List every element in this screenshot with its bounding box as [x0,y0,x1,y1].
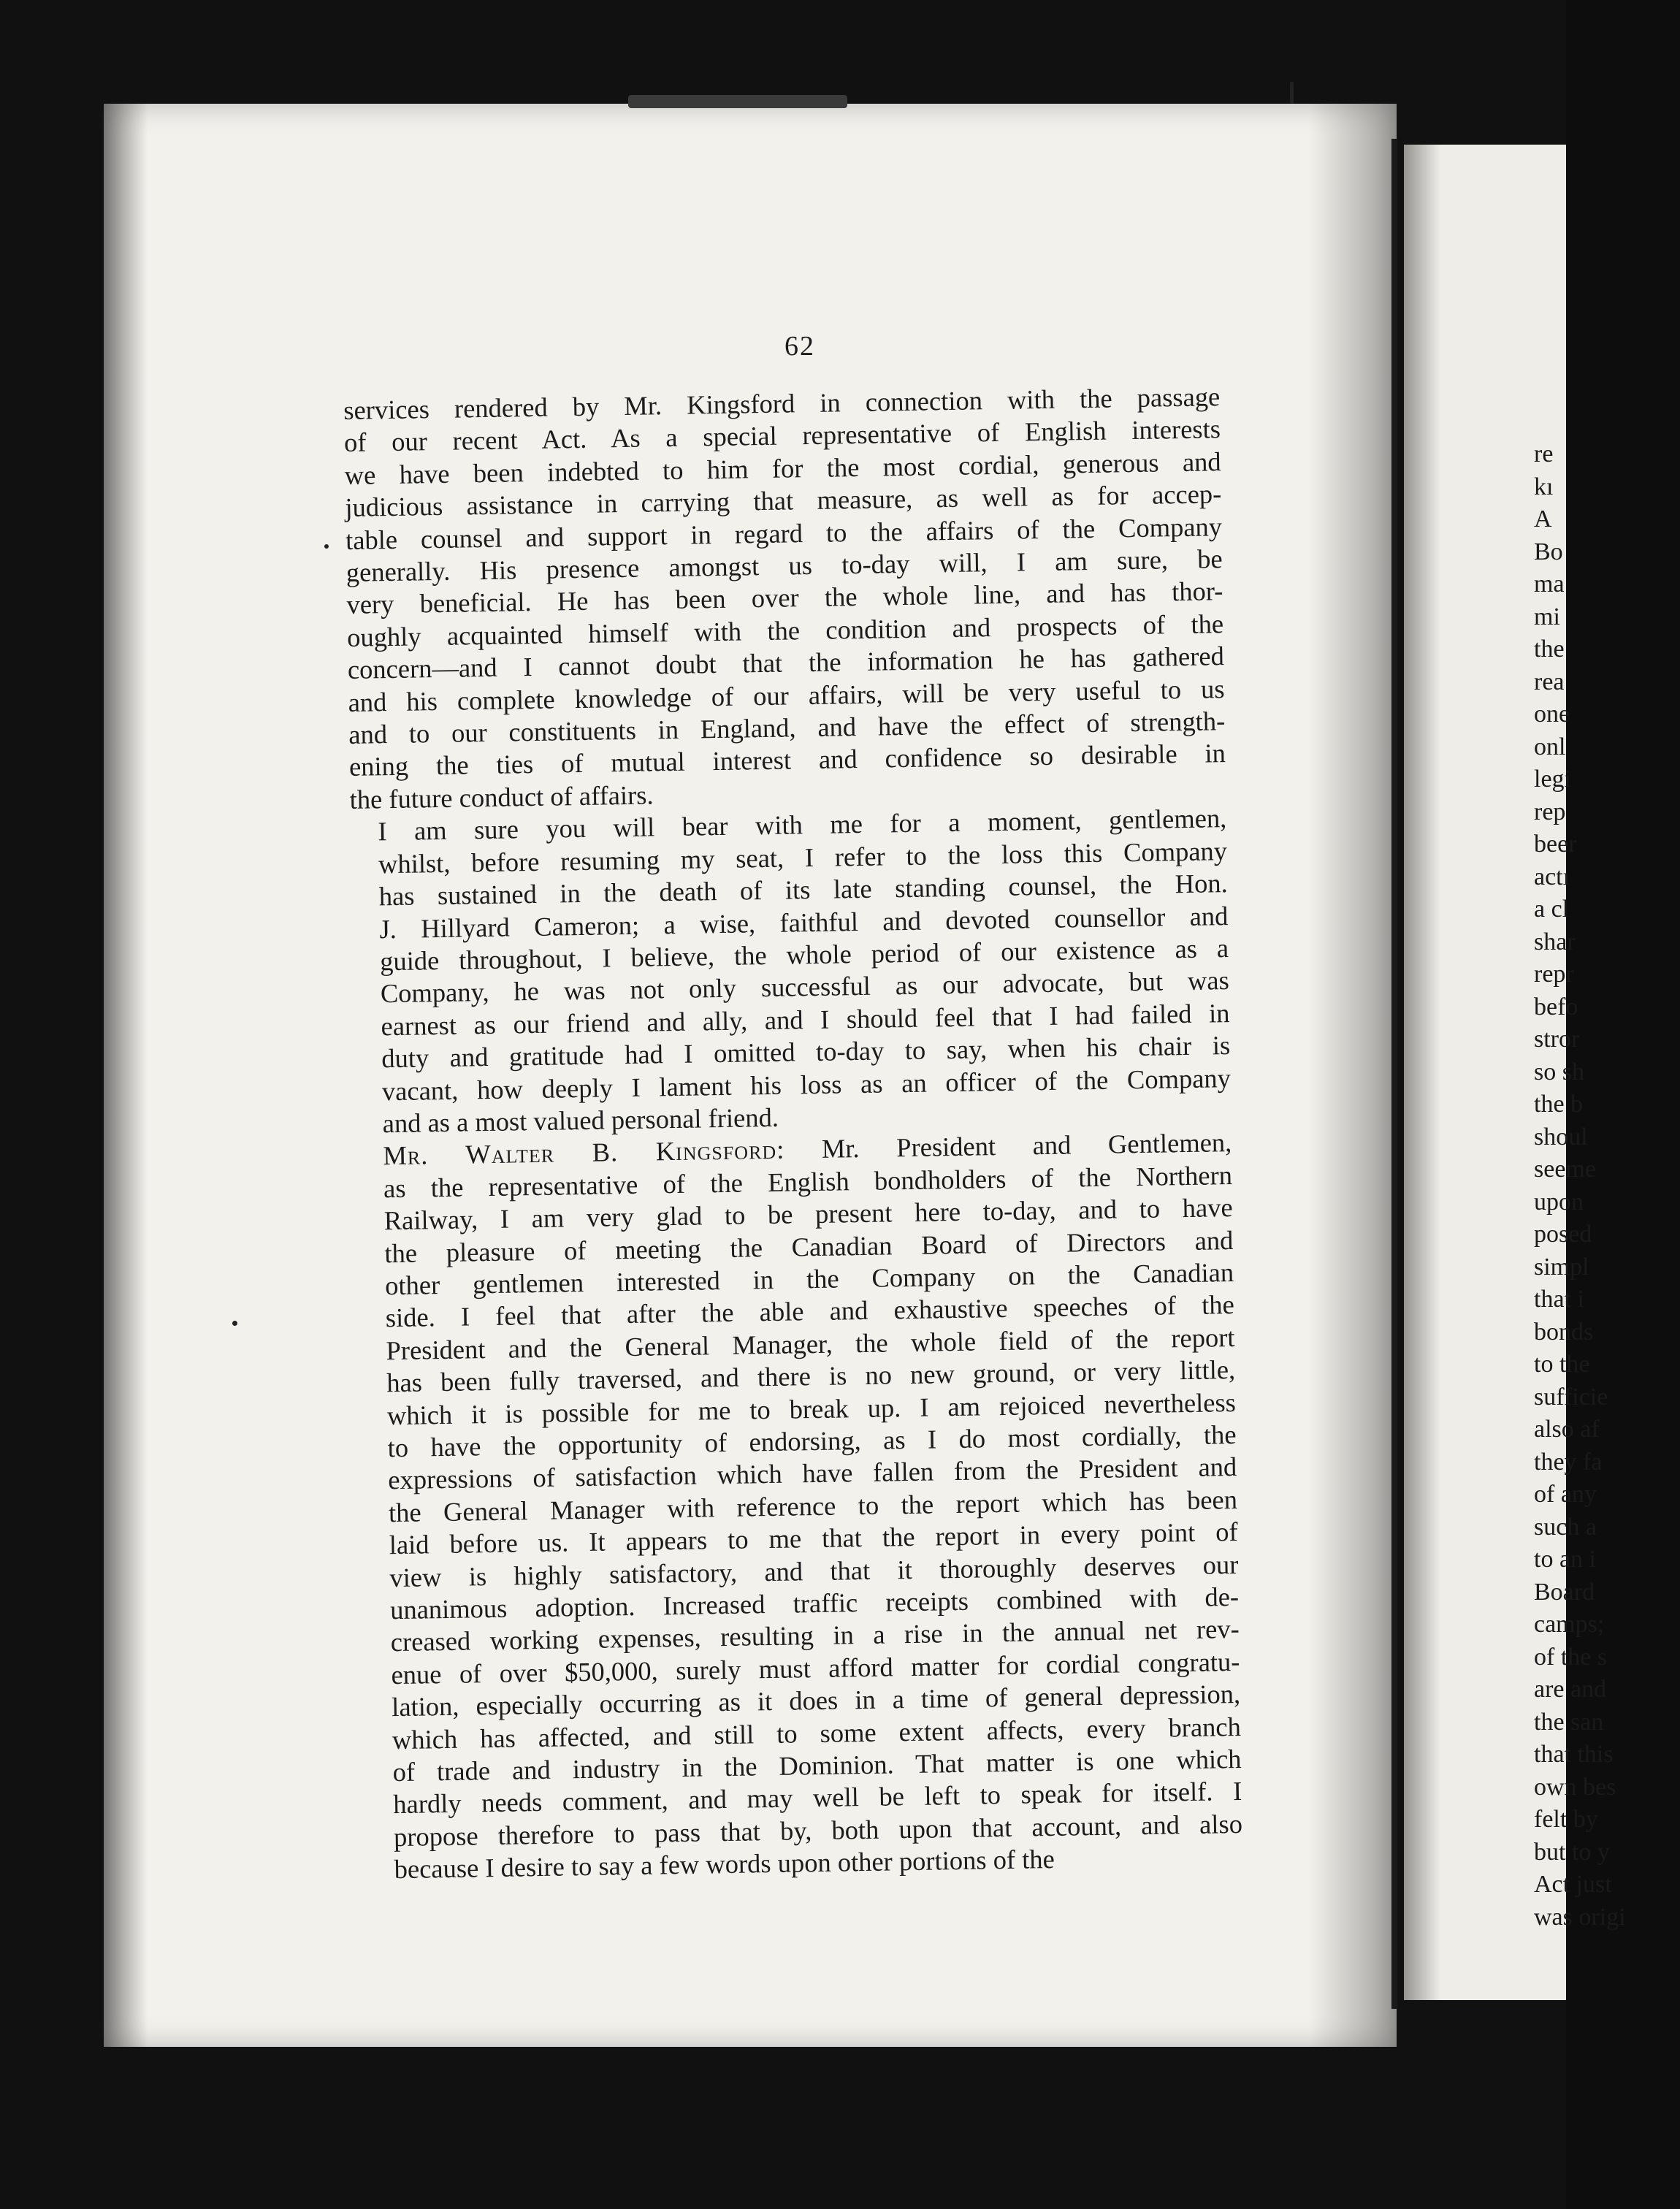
page-number: 62 [784,331,815,362]
text-fragment: stror [1534,1026,1580,1053]
text-line: Railway, I am very glad to be present here to-day, and to have [383,1192,1233,1236]
text-line: because I desire to say a few words upon other portions of the [394,1844,1055,1885]
text-line: of trade and industry in the Dominion. That matter is one which [392,1743,1242,1788]
text-fragment: such a [1534,1513,1597,1541]
scan-speck [232,1321,237,1326]
paragraph [343,381,1226,816]
text-line: ening the ties of mutual interest and confidence so desirable in [348,738,1226,782]
text-line: generally. His presence amongst us to-day will, I am sure, be [345,543,1223,587]
text-fragment: upon [1534,1188,1584,1216]
text-line: the future conduct of affairs. [349,779,654,814]
left-page-text [343,381,1243,1886]
text-line: oughly acquainted himself with the condition and prospects of the [346,608,1224,652]
text-fragment: befo [1534,993,1578,1020]
text-line: the General Manager with reference to the report which has been [388,1484,1238,1528]
text-fragment: of the s [1534,1643,1608,1671]
text-fragment: own bes [1534,1773,1616,1801]
text-fragment: simpl [1534,1253,1589,1281]
scan-speck [1290,82,1294,104]
text-fragment: but to y [1534,1838,1610,1866]
text-line: very beneficial. He has been over the whole line, and has thor- [346,576,1223,620]
text-fragment: rep [1534,798,1566,825]
text-line: and his complete knowledge of our affairs, will be very useful to us [348,673,1225,717]
text-line: earnest as our friend and ally, and I should feel that I had failed in [381,997,1230,1042]
text-fragment: shoul [1534,1123,1588,1151]
paragraph [350,802,1232,1140]
text-fragment: also af [1534,1416,1600,1443]
text-line: view is highly satisfactory, and that it thoroughly deserves our [389,1549,1239,1592]
text-line: duty and gratitude had I omitted to-day to say, when his chair is [381,1030,1231,1074]
text-fragment: legi [1534,766,1571,793]
text-line: guide throughout, I believe, the whole period of our existence as a [379,932,1229,977]
text-line: judicious assistance in carrying that measure, as well as for accep- [345,478,1222,523]
text-line: as the representative of the English bondholders of the Northern [383,1159,1233,1204]
text-fragment: sufficie [1534,1383,1608,1411]
scan-speck [324,544,329,549]
speaker-line-rest: Mr. President and Gentlemen, [784,1127,1232,1164]
text-fragment: onl [1534,733,1566,760]
text-fragment: that i [1534,1286,1584,1313]
text-fragment: of any [1534,1481,1597,1508]
text-line: J. Hillyard Cameron; a wise, faithful and devoted counsellor and [379,900,1229,944]
text-fragment: A [1534,505,1552,533]
text-fragment: rea [1534,668,1565,695]
text-fragment: mi [1534,603,1560,630]
text-fragment: a cl [1534,896,1570,923]
text-line: to have the opportunity of endorsing, as I do most cordially, the [387,1419,1237,1463]
text-fragment: camps; [1534,1611,1605,1638]
text-line: propose therefore to pass that by, both upon that account, and also [393,1808,1243,1853]
speaker-name: Mr. Walter B. Kingsford: [383,1134,785,1171]
text-fragment: to an i [1534,1546,1596,1573]
text-line: other gentlemen interested in the Company on the Canadian [384,1256,1234,1301]
text-line: has been fully traversed, and there is no new ground, or very little, [386,1354,1236,1398]
text-fragment: actı [1534,863,1570,890]
text-line: whilst, before resuming my seat, I refer to the loss this Company [378,835,1228,880]
text-line: which it is possible for me to break up. I am rejoiced nevertheless [386,1386,1237,1430]
text-fragment: beer [1534,831,1577,858]
text-line: concern—and I cannot doubt that the information he has gathered [347,641,1225,685]
text-line: vacant, how deeply I lament his loss as an officer of the Company [381,1062,1232,1106]
text-line: has sustained in the death of its late standing counsel, the Hon. [378,868,1228,912]
text-fragment: Act just [1534,1871,1612,1898]
book-gutter [1391,139,1397,2009]
text-line: side. I feel that after the able and exhaustive speeches of the [385,1289,1235,1333]
text-fragment: ma [1534,571,1565,598]
text-fragment: repr [1534,961,1574,988]
text-line: expressions of satisfaction which have fallen from the President and [388,1451,1237,1495]
text-fragment: they fa [1534,1448,1603,1476]
text-line: we have been indebted to him for the most cordial, generous and [344,446,1221,490]
text-fragment: posed [1534,1221,1592,1248]
text-line: President and the General Manager, the whole field of the report [386,1321,1235,1366]
text-line: enue of over $50,000, surely must afford matter for cordial congratu- [391,1646,1240,1690]
text-fragment: the [1534,636,1565,663]
paragraph [355,1126,1243,1886]
text-line: unanimous adoption. Increased traffic receipts combined with de- [389,1581,1240,1625]
text-fragment: one [1534,701,1570,728]
text-fragment: the san [1534,1708,1604,1736]
text-line: and to our constituents in England, and have the effect of strength- [348,706,1226,750]
text-line: services rendered by Mr. Kingsford in connection with the passage [343,381,1221,425]
text-line: I am sure you will bear with me for a moment, gentlemen, [378,803,1227,847]
text-line: laid before us. It appears to me that the report in every point of [389,1516,1238,1560]
text-fragment: bonds [1534,1318,1594,1346]
text-fragment: Bo [1534,538,1563,565]
text-fragment: seeme [1534,1156,1596,1183]
text-line: table counsel and support in regard to the affairs of the Company [345,511,1223,555]
text-fragment: felt by [1534,1806,1598,1833]
text-fragment: re [1534,440,1554,468]
text-line: hardly needs comment, and may well be left to speak for itself. I [393,1776,1242,1820]
text-fragment: Board [1534,1578,1595,1606]
text-fragment: are and [1534,1676,1607,1703]
text-fragment: was origi [1534,1903,1626,1931]
text-fragment: so sh [1534,1058,1584,1086]
text-line: the pleasure of meeting the Canadian Board of Directors and [384,1224,1234,1268]
text-fragment: kı [1534,473,1554,500]
text-line: lation, especially occurring as it does in a time of general depression, [391,1679,1241,1722]
text-fragment: shar [1534,928,1576,955]
text-line: creased working expenses, resulting in a rise in the annual net rev- [390,1614,1240,1657]
text-line: and as a most valued personal friend. [382,1102,779,1139]
page-edge-tear [628,95,847,108]
text-line: Company, he was not only successful as our advocate, but was [380,965,1230,1009]
text-line: which has affected, and still to some extent affects, every branch [392,1711,1242,1755]
text-fragment: that this [1534,1741,1614,1768]
text-fragment: to the [1534,1351,1590,1378]
right-page-cropped-text [1534,438,1680,1934]
text-fragment: the b [1534,1091,1584,1118]
text-line: of our recent Act. As a special representative of English interests [343,413,1221,458]
